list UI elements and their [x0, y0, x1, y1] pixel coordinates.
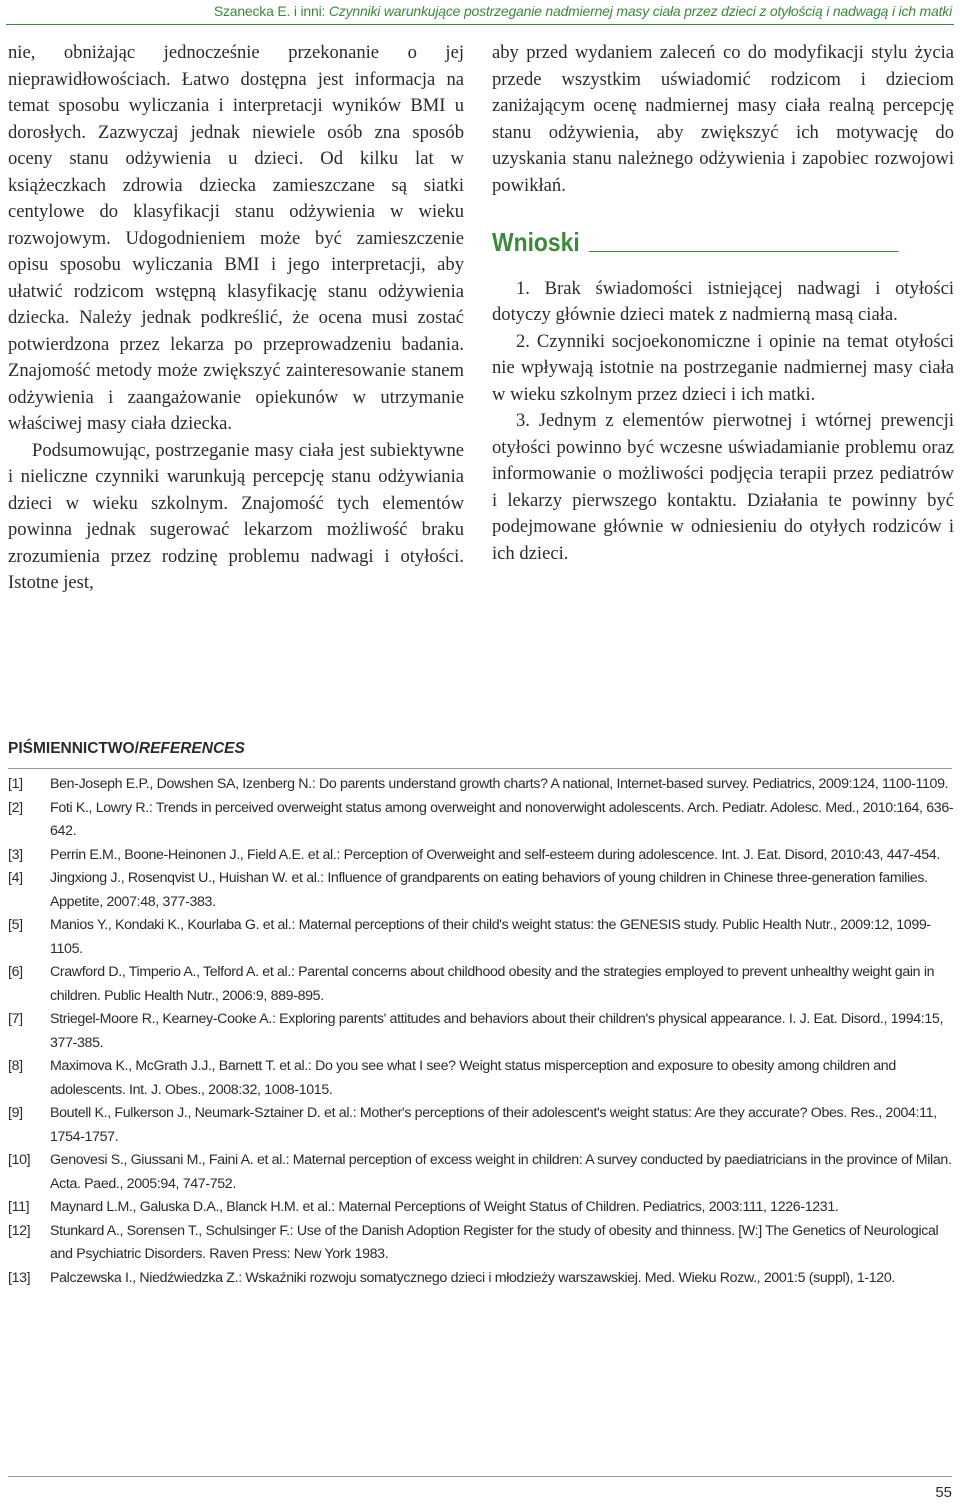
reference-text: Foti K., Lowry R.: Trends in perceived overweight status among overweight and nonoverwight adolescents. Arch. Pediatr. Adolesc. Med., 2010:164, 636-642.	[50, 799, 954, 839]
header-title: Czynniki warunkujące postrzeganie nadmiernej masy ciała przez dzieci z otyłością i nadwagą i ich matki	[328, 3, 952, 19]
reference-number: [9]	[8, 1105, 23, 1121]
reference-text: Stunkard A., Sorensen T., Schulsinger F.: Use of the Danish Adoption Register for the study of obesity and thinness. [W:] The Genetics of Neurological and Psychiatric Disorders. Raven Press: New York 1983.	[50, 1222, 939, 1262]
reference-number: [1]	[8, 776, 23, 792]
references-list	[8, 773, 954, 1290]
reference-item	[8, 1055, 954, 1102]
footer-rule	[8, 1476, 952, 1477]
reference-item	[8, 797, 954, 844]
reference-number: [12]	[8, 1222, 31, 1239]
references-rule	[8, 768, 952, 769]
reference-item	[8, 1102, 954, 1149]
reference-item	[8, 1220, 954, 1267]
references-heading-main: PIŚMIENNICTWO/	[8, 740, 139, 757]
references-heading-italic: REFERENCES	[138, 740, 245, 757]
reference-number: [11]	[8, 1199, 30, 1215]
body-paragraph: aby przed wydaniem zaleceń co do modyfikacji stylu życia przede wszystkim uświadomić rodzicom i dzieciom zaniżającym ocenę nadmiernej masy ciała realną percepcję stanu odżywienia, aby zwiększyć ich motywację do uzyskania stanu należnego odżywienia i zapobiec rozwojowi powikłań.	[492, 42, 954, 196]
reference-text: Maximova K., McGrath J.J., Barnett T. et al.: Do you see what I see? Weight status misperception and exposure to obesity among children and adolescents. Int. J. Obes., 2008:32, 1008-1015.	[50, 1058, 896, 1098]
reference-number: [10]	[8, 1152, 31, 1168]
conclusion-item: 2. Czynniki socjoekonomiczne i opinie na temat otyłości nie wpływają istotnie na postrzeganie nadmiernej masy ciała w wieku szkolnym przez dzieci i ich matki.	[492, 330, 954, 405]
reference-number: [3]	[8, 846, 23, 863]
reference-item	[8, 914, 954, 961]
page-number: 55	[935, 1484, 952, 1501]
reference-number: [2]	[8, 799, 23, 816]
reference-item	[8, 1008, 954, 1055]
reference-number: [4]	[8, 870, 23, 886]
references-heading	[8, 740, 245, 758]
reference-text: Striegel-Moore R., Kearney-Cooke A.: Exploring parents' attitudes and behaviors about their children's physical appearance. I. J. Eat. Disord., 1994:15, 377-385.	[50, 1011, 944, 1051]
section-heading-rule	[589, 251, 899, 252]
section-heading-text: Wnioski	[492, 227, 580, 257]
reference-text: Manios Y., Kondaki K., Kourlaba G. et al.: Maternal perceptions of their child's weight status: the GENESIS study. Public Health Nutr., 2009:12, 1099-1105.	[50, 917, 931, 957]
reference-number: [13]	[8, 1269, 31, 1286]
reference-number: [8]	[8, 1058, 23, 1074]
reference-item	[8, 867, 954, 914]
reference-text: Crawford D., Timperio A., Telford A. et al.: Parental concerns about childhood obesity and the strategies employed to prevent unhealthy weight gain in children. Public Health Nutr., 2006:9, 889-895.	[50, 964, 935, 1004]
reference-item	[8, 1196, 954, 1220]
running-header	[0, 0, 960, 28]
conclusion-item: 1. Brak świadomości istniejącej nadwagi i otyłości dotyczy głównie dzieci matek z nadmierną masą ciała.	[492, 277, 954, 325]
reference-item	[8, 961, 954, 1008]
header-rule	[6, 24, 954, 25]
reference-number: [6]	[8, 964, 23, 980]
reference-item	[8, 773, 954, 797]
reference-text: Maynard L.M., Galuska D.A., Blanck H.M. et al.: Maternal Perceptions of Weight Status of Children. Pediatrics, 2003:111, 1226-1231.	[50, 1199, 839, 1215]
body-paragraph: nie, obniżając jednocześnie przekonanie o jej nieprawidłowościach. Łatwo dostępna jest informacja na temat sposobu wyliczania i interpretacji wyników BMI u dorosłych. Zazwyczaj jednak niewiele osób zna sposób oceny stanu odżywienia u dzieci. Od kilku lat w książeczkach zdrowia dziecka zamieszczane są siatki centylowe do klasyfikacji stanu odżywienia w wieku rozwojowym. Udogodnieniem może być zamieszczenie opisu sposobu wyliczania BMI i jego interpretacji, aby ułatwić rodzicom wstępną klasyfikację stanu odżywienia dziecka. Należy jednak podkreślić, że ocena musi zostać potwierdzona przez lekarza po przeprowadzeniu badania. Znajomość metody może zwiększyć zainteresowanie stanem odżywienia i zaangażowanie opiekunów w utrzymanie właściwej masy ciała dziecka.	[8, 42, 464, 434]
reference-text: Palczewska I., Niedźwiedzka Z.: Wskaźniki rozwoju somatycznego dzieci i młodzieży warszawskiej. Med. Wieku Rozw., 2001:5 (suppl), 1-120.	[50, 1269, 895, 1286]
reference-text: Jingxiong J., Rosenqvist U., Huishan W. et al.: Influence of grandparents on eating behaviors of young children in Chinese three-generation families. Appetite, 2007:48, 377-383.	[50, 870, 928, 910]
reference-text: Boutell K., Fulkerson J., Neumark-Sztainer D. et al.: Mother's perceptions of their adolescent's weight status: Are they accurate? Obes. Res., 2004:11, 1754-1757.	[50, 1105, 937, 1145]
section-heading-wnioski	[492, 229, 899, 256]
reference-number: [5]	[8, 917, 23, 933]
reference-number: [7]	[8, 1011, 23, 1027]
reference-text: Genovesi S., Giussani M., Faini A. et al.: Maternal perception of excess weight in children: A survey conducted by paediatricians in the province of Milan. Acta. Paed., 2005:94, 747-752.	[50, 1152, 952, 1192]
right-column	[492, 40, 954, 567]
conclusion-item: 3. Jednym z elementów pierwotnej i wtórnej prewencji otyłości powinno być wczesne uświadamianie problemu oraz informowanie o możliwości podjęcia terapii przez pediatrów i lekarzy pierwszego kontaktu. Działania te powinny być podejmowane głównie w odniesieniu do otyłych rodziców i ich dzieci.	[492, 410, 954, 564]
left-column	[8, 40, 464, 597]
reference-item	[8, 844, 954, 868]
body-paragraph: Podsumowując, postrzeganie masy ciała jest subiektywne i nieliczne czynniki warunkują percepcję stanu odżywiania dzieci w wieku szkolnym. Znajomość tych elementów powinna jednak sugerować lekarzom możliwość braku zrozumienia przez rodzinę problemu nadwagi i otyłości. Istotne jest,	[8, 439, 464, 593]
reference-text: Perrin E.M., Boone-Heinonen J., Field A.E. et al.: Perception of Overweight and self-esteem during adolescence. Int. J. Eat. Disord, 2010:43, 447-454.	[50, 846, 940, 863]
running-header-text	[214, 3, 952, 19]
reference-text: Ben-Joseph E.P., Dowshen SA, Izenberg N.: Do parents understand growth charts? A national, Internet-based survey. Pediatrics, 2009:124, 1100-1109.	[50, 776, 949, 792]
reference-item	[8, 1267, 954, 1291]
header-authors: Szanecka E. i inni:	[213, 3, 329, 19]
reference-item	[8, 1149, 954, 1196]
